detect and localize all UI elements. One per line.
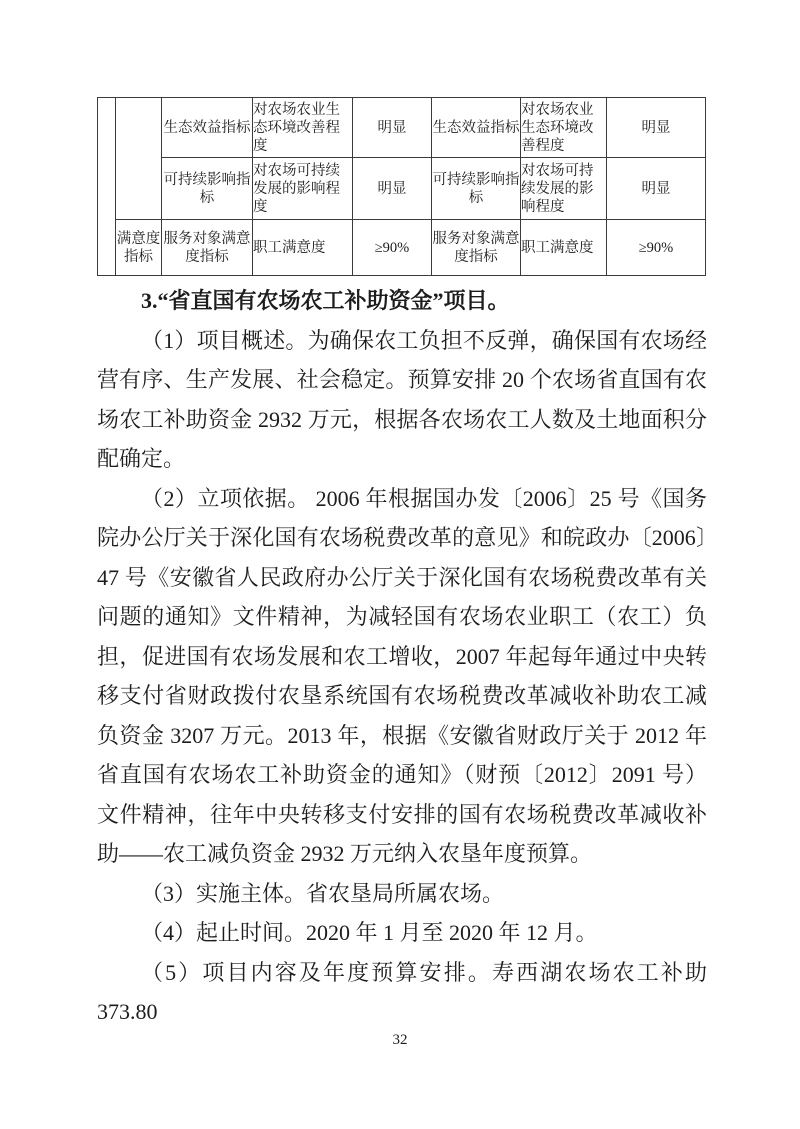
table-cell-value: ≥90% [353, 220, 432, 276]
paragraph-project-basis: （2）立项依据。 2006 年根据国办发〔2006〕25 号《国务院办公厅关于深化国有农场税费改革的意见》和皖政办〔2006〕47 号《安徽省人民政府办公厅关于深化国有农场税费改革有关问题的通知》文件精神，为减轻国有农场农业职工（农工）负担，促进国有农场发展和农工增收，2007 年起每年通过中央转移支付省财政拨付农垦系统国有农场税费改革减收补助农工减负资金 3207 万元。2013 年，根据《安徽省财政厅关于 2012 年省直国有农场农工补助资金的通知》（财预〔2012〕2091 号）文件精神，往年中央转移支付安排的国有农场税费改革减收补助——农工减负资金 2932 万元纳入农垦年度预算。 [97, 485, 707, 866]
table-cell-indicator: 生态效益指标 [432, 98, 521, 158]
evaluation-table [97, 97, 706, 276]
table-cell-indicator: 可持续影响指标 [162, 158, 253, 220]
paragraph-budget-arrangement: （5）项目内容及年度预算安排。寿西湖农场农工补助 373.80 [97, 959, 707, 1024]
table-cell-detail: 对农场农业生态环境改善程度 [253, 98, 353, 158]
table-row [98, 220, 706, 276]
paragraph-time-range: （4）起止时间。2020 年 1 月至 2020 年 12 月。 [141, 920, 598, 945]
table-cell-indicator: 生态效益指标 [162, 98, 253, 158]
table-cell-empty-left [98, 98, 116, 276]
table-row [98, 98, 706, 158]
table-cell-value: 明显 [607, 158, 706, 220]
table-cell-value: 明显 [353, 158, 432, 220]
table-cell-detail: 对农场农业生态环境改善程度 [521, 98, 607, 158]
table-cell-detail: 职工满意度 [253, 220, 353, 276]
table-cell-indicator: 服务对象满意度指标 [162, 220, 253, 276]
table-cell-detail: 对农场可持续发展的影响程度 [521, 158, 607, 220]
table-cell-value: 明显 [353, 98, 432, 158]
table-cell-empty-category [116, 98, 162, 220]
table-cell-value: 明显 [607, 98, 706, 158]
table-cell-value: ≥90% [607, 220, 706, 276]
document-body [97, 281, 707, 1032]
page-number: 32 [392, 1032, 408, 1048]
table-cell-detail: 职工满意度 [521, 220, 607, 276]
paragraph-implementing-body: （3）实施主体。省农垦局所属农场。 [141, 880, 505, 906]
table-cell-detail: 对农场可持续发展的影响程度 [253, 158, 353, 220]
table-cell-indicator: 可持续影响指标 [432, 158, 521, 220]
table-cell-indicator: 服务对象满意度指标 [432, 220, 521, 276]
table-row [98, 158, 706, 220]
table-cell-category: 满意度指标 [116, 220, 162, 276]
paragraph-project-overview: （1）项目概述。为确保农工负担不反弹，确保国有农场经营有序、生产发展、社会稳定。预算安排 20 个农场省直国有农场农工补助资金 2932 万元，根据各农场农工人数及土地面积分配确定。 [97, 327, 707, 471]
section-heading: 3.“省直国有农场农工补助资金”项目。 [141, 288, 510, 313]
